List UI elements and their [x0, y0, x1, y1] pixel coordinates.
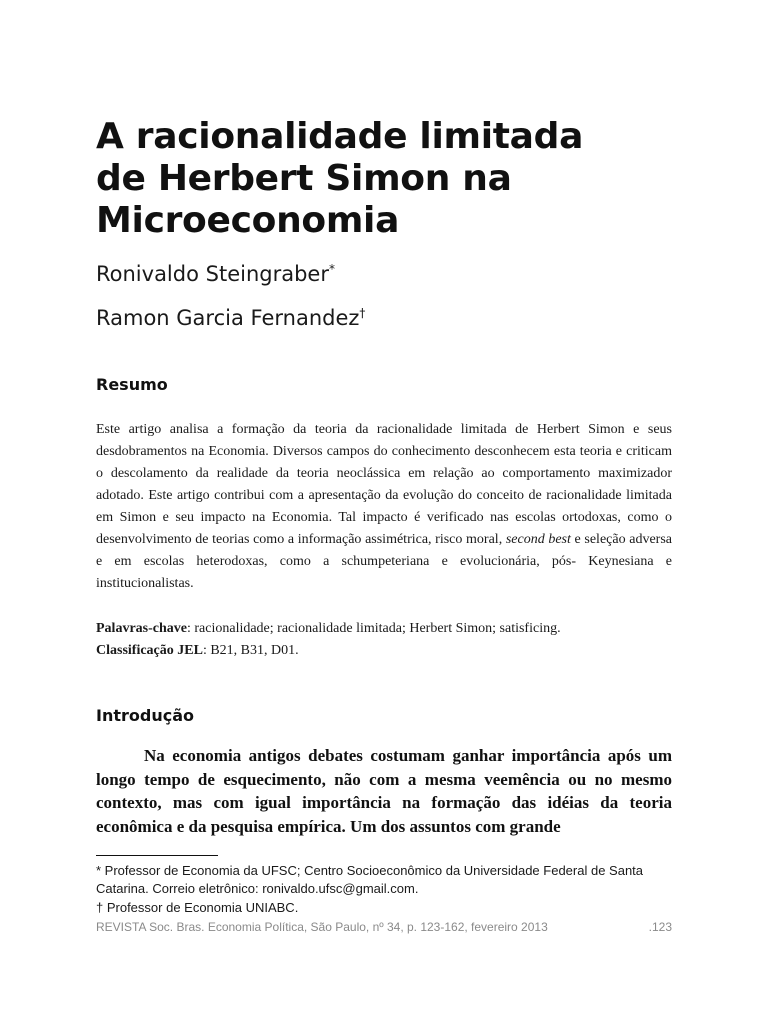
article-title	[96, 116, 696, 242]
author-1	[96, 261, 335, 287]
author-1-name: Ronivaldo Steingraber	[96, 262, 329, 286]
jel-line	[96, 640, 672, 662]
author-2-footnote-mark: †	[359, 306, 366, 320]
title-line-1: A racionalidade limitada	[96, 116, 584, 157]
keywords-value: : racionalidade; racionalidade limitada; Herbert Simon; satisficing.	[186, 621, 561, 636]
introduction-paragraph: Na economia antigos debates costumam ganhar importância após um longo tempo de esquecimento, não com a mesma veemência ou no mesmo contexto, mas com igual importância na formação das idéias da teoria econômica e da pesquisa empírica. Um dos assuntos com grande	[96, 746, 672, 836]
journal-citation: REVISTA Soc. Bras. Economia Política, São Paulo, nº 34, p. 123-162, fevereiro 2013	[96, 920, 548, 934]
jel-label: Classificação JEL	[96, 643, 203, 658]
abstract-text-part-1: Este artigo analisa a formação da teoria da racionalidade limitada de Herbert Simon e seus desdobramentos na Economia. Diversos campos do conhecimento desconhecem esta teoria e criticam o descolamento da realidade da teoria neoclássica em relação ao comportamento maximizador adotado. Este artigo contribui com a apresentação da evolução do conceito de racionalidade limitada em Simon e seu impacto na Economia. Tal impacto é verificado nas escolas ortodoxas, como o desenvolvimento de teorias como a informação assimétrica, risco moral,	[96, 422, 672, 547]
abstract-text-part-2: e seleção adversa e em escolas heterodoxas, como a schumpeteriana e evolucionária, pós- Keynesiana e institucionalistas.	[96, 532, 672, 591]
abstract-heading: Resumo	[96, 375, 168, 394]
footnote-divider	[96, 855, 218, 856]
author-2-name: Ramon Garcia Fernandez	[96, 306, 360, 330]
keywords-line	[96, 618, 672, 640]
jel-value: : B21, B31, D01.	[202, 643, 299, 658]
introduction-heading: Introdução	[96, 706, 194, 725]
footnote-2: † Professor de Economia UNIABC.	[96, 900, 299, 915]
running-footer	[96, 918, 672, 936]
abstract-body	[96, 419, 672, 595]
keywords-label: Palavras-chave	[96, 621, 187, 636]
title-line-3: Microeconomia	[96, 200, 400, 241]
author-1-footnote-mark: *	[328, 262, 335, 276]
footnote-1: * Professor de Economia da UFSC; Centro Socioeconômico da Universidade Federal de Santa Catarina. Correio eletrônico: ronivaldo.ufsc@gmail.com.	[96, 863, 644, 896]
abstract-italic-term: second best	[505, 532, 571, 547]
title-line-2: de Herbert Simon na	[96, 158, 512, 199]
page-number: .123	[648, 920, 672, 934]
author-2	[96, 305, 365, 331]
